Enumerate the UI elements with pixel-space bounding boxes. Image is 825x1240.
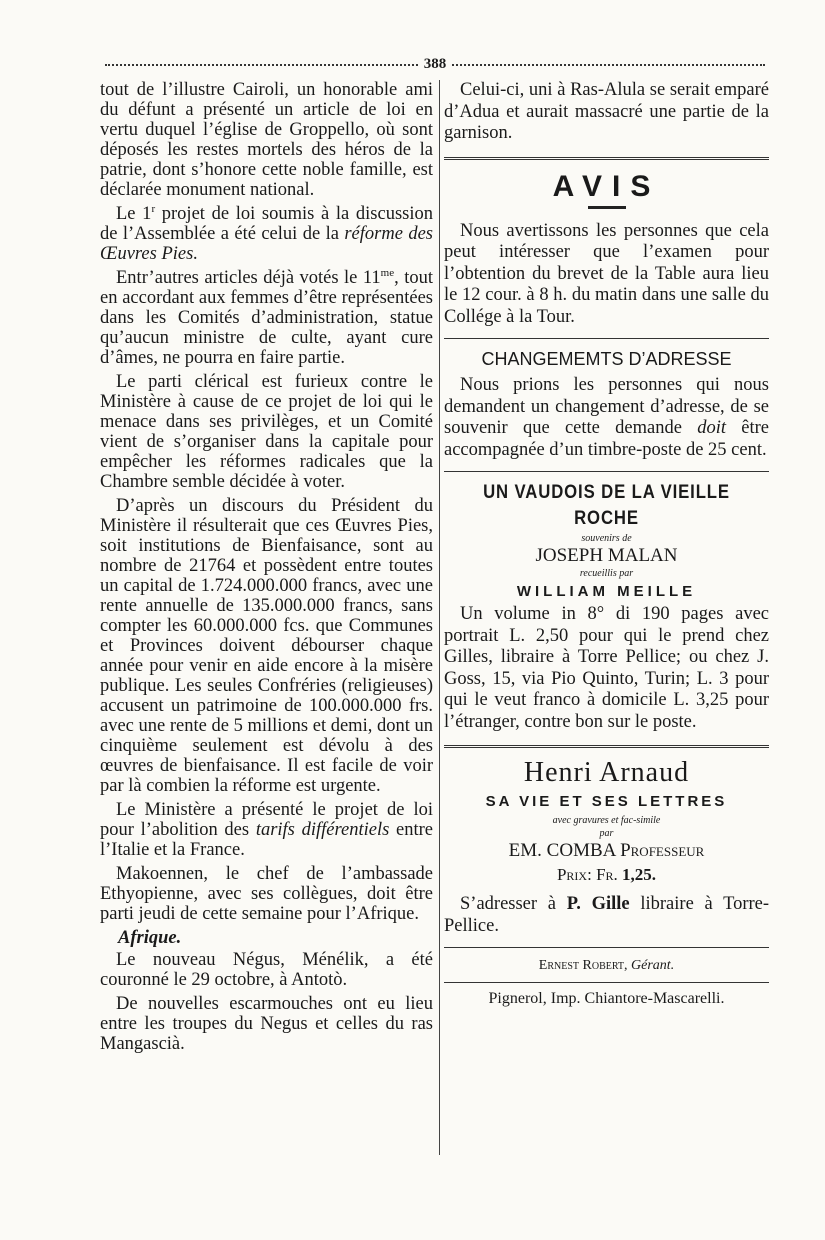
italic-text: réforme des Œuvres Pies. bbox=[100, 224, 433, 264]
paragraph-oeuvres-pies: D’après un discours du Président du Ministère il résulterait que ces Œuvres Pies, soit institutions de Bienfaisance, sont au nombre de 21764 et possèdent entre toutes un capital de 1.724.000.000 francs, avec une rente annuelle de 135.000.000 francs, sans compter les 60.000.000 fcs. que Communes et Provinces doivent débourser chaque année pour venir en aide encore à la misère publique. Les seules Confréries (religieuses) accusent un patrimoine de 100.000.000 frs. avec une rente de 5 millions et demi, dont un cinquième seulement est dévolu à des œuvres de bienfaisance. Il est facile de voir par là combien la réforme est urgente. bbox=[100, 496, 433, 796]
separator bbox=[444, 745, 769, 748]
paragraph-ras-alula: Celui-ci, uni à Ras-Alula se serait emparé d’Adua et aurait massacré une partie de la garnison. bbox=[444, 80, 769, 143]
book-subtitle: SA VIE ET SES LETTRES bbox=[485, 793, 728, 810]
book-ad-malan bbox=[444, 480, 769, 733]
book-ad-arnaud bbox=[444, 756, 769, 937]
book-title: UN VAUDOIS DE LA VIEILLE ROCHE bbox=[483, 482, 730, 529]
avis-title: AVIS bbox=[552, 169, 661, 203]
column-divider bbox=[439, 80, 440, 1155]
title-rule bbox=[588, 206, 626, 209]
par-label: par bbox=[599, 828, 614, 839]
separator bbox=[444, 157, 769, 160]
right-column bbox=[444, 80, 769, 1009]
gerant-role: Gérant. bbox=[631, 958, 675, 973]
text: être accompagnée d’un timbre-poste de 25 cent. bbox=[444, 418, 769, 460]
separator bbox=[444, 982, 769, 983]
page-header bbox=[105, 54, 765, 74]
italic-text: doit bbox=[697, 418, 726, 438]
section-heading-afrique: Afrique. bbox=[118, 928, 182, 948]
address-notice bbox=[444, 347, 769, 461]
text: Nous prions les personnes qui nous demandent un changement d’adresse, de se souvenir que cette demande bbox=[444, 375, 769, 438]
page-number: 388 bbox=[418, 54, 453, 74]
text: , tout en accordant aux femmes d’être représentées dans les Comités d’administration, statue qu’aucun ministre de culte, ayant cure d’âmes, ne pourra en faire partie. bbox=[100, 268, 434, 368]
avis-text: Nous avertissons les personnes que cela peut intéresser que l’examen pour l’obtention du brevet de la Table aura lieu le 12 cour. à 8 h. du matin dans une salle du Collége à la Tour. bbox=[444, 220, 769, 327]
paragraph-negus: Le nouveau Négus, Ménélik, a été couronné le 29 octobre, à Antotò. bbox=[100, 950, 433, 990]
avis-notice bbox=[444, 168, 769, 329]
superscript: me bbox=[380, 266, 395, 279]
book-subject-name: JOSEPH MALAN bbox=[535, 545, 678, 566]
gerant-name: Ernest Robert, bbox=[538, 958, 632, 973]
gerant-line bbox=[444, 956, 769, 976]
paragraph-cairoli: tout de l’illustre Cairoli, un honorable ami du défunt a présenté un article de loi en vertu duquel l’église de Groppello, où sont déposés les restes mortels des héros de la patrie, dont s’honore cette noble famille, est déclarée monument national. bbox=[100, 80, 433, 200]
souvenirs-label: souvenirs de bbox=[581, 533, 632, 544]
book-title-henri-arnaud: Henri Arnaud bbox=[523, 757, 690, 788]
separator bbox=[444, 947, 769, 948]
paragraph-makoennen: Makoennen, le chef de l’ambassade Ethyopienne, avec ses collègues, doit être parti jeudi de cette semaine pour l’Afrique. bbox=[100, 864, 433, 924]
bold-text: P. Gille bbox=[566, 894, 630, 914]
superscript: r bbox=[151, 202, 156, 215]
paragraph-escarmouches: De nouvelles escarmouches ont eu lieu entre les troupes du Negus et celles du ras Mangascià. bbox=[100, 994, 433, 1054]
text: projet de loi soumis à la discussion de l’Assemblée a été celui de la bbox=[100, 204, 433, 244]
book-author-name: EM. COMBA bbox=[508, 840, 616, 861]
separator bbox=[444, 471, 769, 472]
paragraph-parti-clerical: Le parti clérical est furieux contre le Ministère à cause de ce projet de loi qui le menace dans ses privilèges, et un Comité vient de s’organiser dans la capitale pour empêcher les réformes radicales que la Chambre semble décidée à voter. bbox=[100, 372, 433, 492]
text: Le 1 bbox=[116, 204, 152, 224]
paragraph-articles bbox=[100, 268, 433, 368]
printer-line: Pignerol, Imp. Chiantore-Mascarelli. bbox=[488, 990, 725, 1007]
paragraph-tarifs bbox=[100, 800, 433, 860]
italic-text: tarifs différentiels bbox=[255, 820, 390, 840]
left-column bbox=[100, 80, 433, 1058]
paragraph-projet-loi bbox=[100, 204, 433, 264]
book-contact bbox=[444, 894, 769, 937]
book-author-line bbox=[444, 840, 769, 862]
price-label: Prix: Fr. bbox=[556, 865, 618, 884]
recueillis-label: recueillis par bbox=[579, 568, 634, 579]
book-price bbox=[444, 862, 769, 888]
gravures-label: avec gravures et fac-simile bbox=[552, 815, 661, 826]
address-text bbox=[444, 375, 769, 461]
text: S’adresser à bbox=[460, 894, 567, 914]
separator bbox=[444, 338, 769, 339]
price-value: 1,25. bbox=[622, 865, 657, 884]
address-title: CHANGEMEMTS D’ADRESSE bbox=[481, 349, 732, 369]
text: entre l’Italie et la France. bbox=[100, 820, 433, 860]
book-author-role: Professeur bbox=[620, 840, 705, 861]
book-author: WILLIAM MEILLE bbox=[516, 583, 697, 600]
text: Le Ministère a présenté le projet de loi pour l’abolition des bbox=[100, 800, 433, 840]
text: libraire à Torre-Pellice. bbox=[444, 894, 770, 936]
book-description: Un volume in 8° di 190 pages avec portrait L. 2,50 pour qui le prend chez Gilles, libraire à Torre Pellice; ou chez J. Goss, 15, via Pio Quinto, Turin; L. 3 pour qui le veut franco à domicile L. 3,25 pour l’étranger, contre bon sur le poste. bbox=[444, 604, 769, 732]
text: Entr’autres articles déjà votés le 11 bbox=[116, 268, 381, 288]
